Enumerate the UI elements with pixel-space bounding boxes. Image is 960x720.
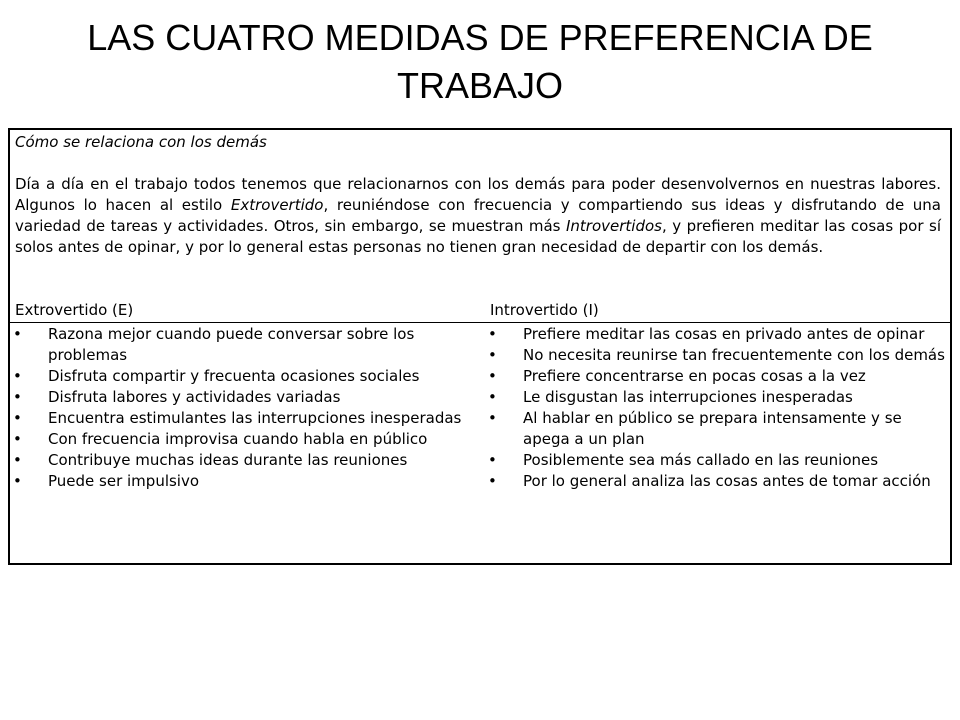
list-item: • Con frecuencia improvisa cuando habla en público xyxy=(11,429,471,450)
section-paragraph xyxy=(15,174,941,258)
paragraph-text-3: , y prefieren meditar las cosas por sí solos antes de opinar, y por lo general estas personas no tienen gran necesidad de departir con los demás. xyxy=(15,217,941,256)
introvertido-list xyxy=(486,324,948,492)
list-item: • Prefiere concentrarse en pocas cosas a la vez xyxy=(486,366,948,387)
column-header-introvertido: Introvertido (I) xyxy=(490,301,599,319)
list-item: • Prefiere meditar las cosas en privado antes de opinar xyxy=(486,324,948,345)
list-item: • Puede ser impulsivo xyxy=(11,471,471,492)
list-item: • Le disgustan las interrupciones inesperadas xyxy=(486,387,948,408)
slide-title: LAS CUATRO MEDIDAS DE PREFERENCIA DE TRABAJO xyxy=(87,17,873,106)
list-item: • Razona mejor cuando puede conversar sobre los problemas xyxy=(11,324,471,366)
section-heading: Cómo se relaciona con los demás xyxy=(15,133,267,151)
paragraph-text-2: , reuniéndose con frecuencia y compartiendo sus ideas y disfrutando de una variedad de tareas y actividades. Otros, sin embargo, se muestran más xyxy=(15,196,941,235)
column-header-extrovertido: Extrovertido (E) xyxy=(15,301,134,319)
list-item: • Posiblemente sea más callado en las reuniones xyxy=(486,450,948,471)
paragraph-text-1: Día a día en el trabajo todos tenemos que relacionarnos con los demás para poder desenvolvernos en nuestras labores. Algunos lo hacen al estilo xyxy=(15,175,941,214)
list-item: • No necesita reunirse tan frecuentemente con los demás xyxy=(486,345,948,366)
preference-table xyxy=(8,128,952,565)
paragraph-emphasis-introvertidos: Introvertidos xyxy=(565,217,662,235)
list-item: • Disfruta labores y actividades variadas xyxy=(11,387,471,408)
list-item: • Encuentra estimulantes las interrupciones inesperadas xyxy=(11,408,471,429)
list-item: • Disfruta compartir y frecuenta ocasiones sociales xyxy=(11,366,471,387)
intro-section xyxy=(15,132,941,258)
extrovertido-list xyxy=(11,324,471,492)
list-item: • Al hablar en público se prepara intensamente y se apega a un plan xyxy=(486,408,948,450)
list-item: • Por lo general analiza las cosas antes de tomar acción xyxy=(486,471,948,492)
list-item: • Contribuye muchas ideas durante las reuniones xyxy=(11,450,471,471)
paragraph-emphasis-extrovertido: Extrovertido xyxy=(230,196,324,214)
header-divider xyxy=(10,322,950,323)
